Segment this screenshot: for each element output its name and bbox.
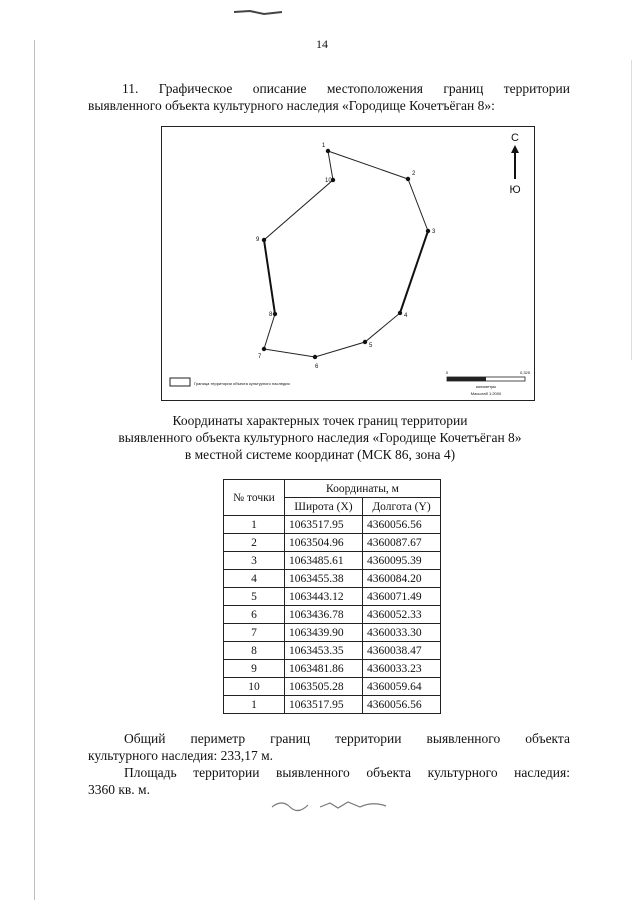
point-label: 5 xyxy=(369,343,373,349)
legend-label: Граница территории объекта культурного наследия xyxy=(194,381,290,386)
longitude-cell: 4360059.64 xyxy=(363,678,441,696)
point-number-cell: 4 xyxy=(224,570,285,588)
longitude-cell: 4360087.67 xyxy=(363,534,441,552)
longitude-cell: 4360095.39 xyxy=(363,552,441,570)
compass-north-label: С xyxy=(511,132,519,144)
boundary-map-drawing xyxy=(162,127,534,400)
table-row xyxy=(224,516,441,534)
page-number: 14 xyxy=(316,37,328,51)
section-heading xyxy=(88,80,570,114)
boundary-line xyxy=(264,151,428,357)
table-row xyxy=(224,696,441,714)
boundary-point xyxy=(426,229,430,233)
longitude-cell: 4360052.33 xyxy=(363,606,441,624)
longitude-cell: 4360071.49 xyxy=(363,588,441,606)
boundary-point xyxy=(262,347,266,351)
latitude-cell: 1063504.96 xyxy=(285,534,363,552)
area-line-1: Площадь территории выявленного объекта культурного наследия: xyxy=(124,765,570,780)
heading-line-1: 11. Графическое описание местоположения границ территории xyxy=(122,81,570,96)
longitude-cell: 4360038.47 xyxy=(363,642,441,660)
table-caption xyxy=(60,412,580,463)
boundary-point xyxy=(398,311,402,315)
latitude-cell: 1063517.95 xyxy=(285,696,363,714)
coordinates-table xyxy=(223,479,441,714)
table-row xyxy=(224,678,441,696)
longitude-cell: 4360084.20 xyxy=(363,570,441,588)
latitude-cell: 1063436.78 xyxy=(285,606,363,624)
latitude-cell: 1063455.38 xyxy=(285,570,363,588)
scale-left-label: 0 xyxy=(445,370,449,375)
boundary-point xyxy=(273,312,277,316)
boundary-map xyxy=(161,126,535,401)
point-number-cell: 6 xyxy=(224,606,285,624)
perimeter-line-2: культурного наследия: 233,17 м. xyxy=(88,748,274,763)
table-row xyxy=(224,624,441,642)
compass-south-label: Ю xyxy=(509,184,521,196)
point-number-cell: 1 xyxy=(224,516,285,534)
coordinates-table-body xyxy=(224,516,441,714)
latitude-cell: 1063485.61 xyxy=(285,552,363,570)
header-point-number: № точки xyxy=(224,480,285,516)
header-coordinates: Координаты, м xyxy=(285,480,441,498)
point-number-cell: 8 xyxy=(224,642,285,660)
point-label: 6 xyxy=(315,364,319,370)
latitude-cell: 1063439.90 xyxy=(285,624,363,642)
heading-line-2: выявленного объекта культурного наследия «Городище Кочетъёган 8»: xyxy=(88,98,495,113)
table-row xyxy=(224,660,441,678)
perimeter-line-1: Общий периметр границ территории выявленного объекта xyxy=(124,731,570,746)
boundary-point xyxy=(326,149,330,153)
scale-text: Масштаб 1:2000 xyxy=(470,391,502,396)
table-row xyxy=(224,552,441,570)
table-row xyxy=(224,588,441,606)
scale-unit-label: километры xyxy=(475,384,497,389)
latitude-cell: 1063453.35 xyxy=(285,642,363,660)
boundary-point xyxy=(262,238,266,242)
point-number-cell: 7 xyxy=(224,624,285,642)
longitude-cell: 4360033.30 xyxy=(363,624,441,642)
table-row xyxy=(224,534,441,552)
scan-edge-line xyxy=(631,60,632,360)
point-number-cell: 5 xyxy=(224,588,285,606)
boundary-point xyxy=(313,355,317,359)
point-number-cell: 3 xyxy=(224,552,285,570)
point-label: 1 xyxy=(322,143,326,149)
scale-bar-segment xyxy=(447,377,486,381)
point-label: 9 xyxy=(256,237,260,243)
scan-edge-line xyxy=(34,40,35,900)
legend-swatch xyxy=(170,378,190,386)
table-row xyxy=(224,642,441,660)
point-label: 2 xyxy=(412,171,416,177)
boundary-point xyxy=(363,340,367,344)
signature-stamp xyxy=(268,795,398,815)
boundary-segment xyxy=(400,231,428,313)
caption-line-2: выявленного объекта культурного наследия «Городище Кочетъёган 8» xyxy=(118,430,522,445)
boundary-segment xyxy=(264,240,275,314)
latitude-cell: 1063481.86 xyxy=(285,660,363,678)
point-number-cell: 10 xyxy=(224,678,285,696)
compass-arrowhead xyxy=(511,145,519,153)
point-number-cell: 9 xyxy=(224,660,285,678)
latitude-cell: 1063517.95 xyxy=(285,516,363,534)
boundary-point xyxy=(406,177,410,181)
point-label: 7 xyxy=(258,354,262,360)
longitude-cell: 4360056.56 xyxy=(363,696,441,714)
longitude-cell: 4360033.23 xyxy=(363,660,441,678)
scale-right-label: 0,325 xyxy=(519,370,531,375)
header-longitude: Долгота (Y) xyxy=(363,498,441,516)
point-number-cell: 2 xyxy=(224,534,285,552)
table-row xyxy=(224,570,441,588)
point-label: 8 xyxy=(269,312,273,318)
longitude-cell: 4360056.56 xyxy=(363,516,441,534)
point-label: 3 xyxy=(432,229,436,235)
point-label: 10 xyxy=(325,178,332,184)
header-latitude: Широта (X) xyxy=(285,498,363,516)
latitude-cell: 1063505.28 xyxy=(285,678,363,696)
area-line-2: 3360 кв. м. xyxy=(88,782,150,797)
caption-line-3: в местной системе координат (МСК 86, зона 4) xyxy=(184,447,456,462)
summary-text xyxy=(88,730,570,798)
latitude-cell: 1063443.12 xyxy=(285,588,363,606)
point-label: 4 xyxy=(404,313,408,319)
caption-line-1: Координаты характерных точек границ территории xyxy=(172,413,468,428)
point-number-cell: 1 xyxy=(224,696,285,714)
table-row xyxy=(224,606,441,624)
scan-artifact xyxy=(230,8,290,16)
